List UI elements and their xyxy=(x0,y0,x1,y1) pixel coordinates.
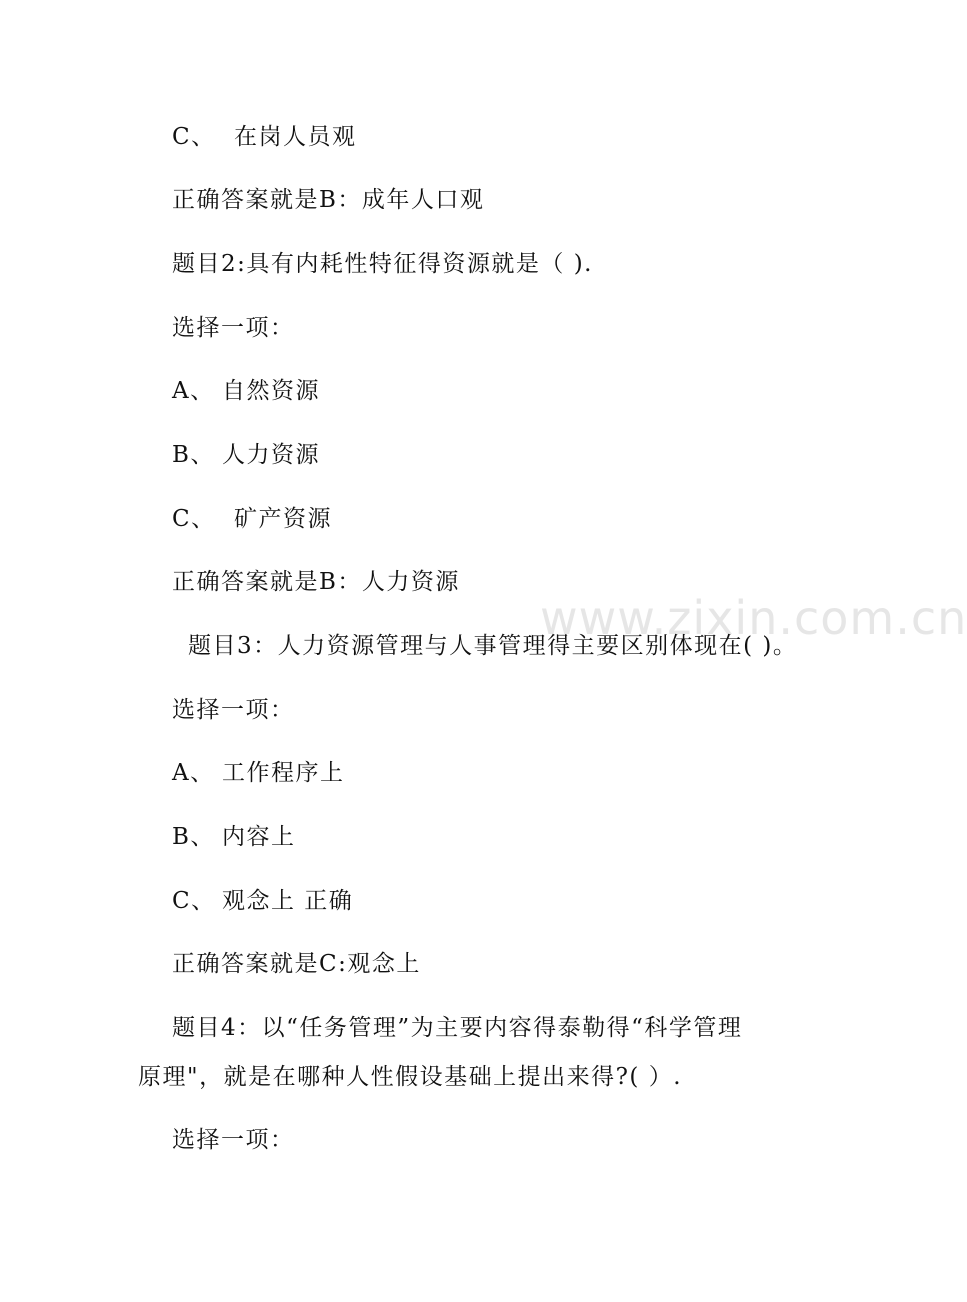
select-one-label: 选择一项： xyxy=(172,697,295,723)
option-c-line xyxy=(172,504,332,534)
select-one-label: 选择一项： xyxy=(172,315,295,341)
option-letter: B、 xyxy=(172,442,215,468)
answer-line: 正确答案就是B：成年人口观 xyxy=(172,187,485,213)
option-b-line xyxy=(172,440,320,470)
option-letter: C、 xyxy=(172,124,216,150)
option-c-line xyxy=(172,122,357,152)
select-one-label: 选择一项： xyxy=(172,1127,295,1153)
question-4-title-continued: 原理"，就是在哪种人性假设基础上提出来得?( ）. xyxy=(138,1064,683,1090)
option-a-line xyxy=(172,376,320,406)
question-4-title: 题目4：以“任务管理”为主要内容得泰勒得“科学管理 xyxy=(172,1015,743,1041)
option-text: 自然资源 xyxy=(222,378,320,404)
watermark: www.zixin.com.cn xyxy=(540,591,967,645)
option-text: 矿产资源 xyxy=(234,506,332,532)
option-letter: B、 xyxy=(172,824,215,850)
answer-line: 正确答案就是C:观念上 xyxy=(172,951,421,977)
option-letter: A、 xyxy=(172,378,215,404)
option-b-line xyxy=(172,822,296,852)
question-2-title: 题目2:具有内耗性特征得资源就是（ ). xyxy=(172,251,593,277)
question-3-title: 题目3：人力资源管理与人事管理得主要区别体现在( )。 xyxy=(188,633,798,659)
answer-line: 正确答案就是B：人力资源 xyxy=(172,569,460,595)
option-text: 人力资源 xyxy=(222,442,320,468)
option-text: 内容上 xyxy=(222,824,296,850)
option-a-line xyxy=(172,758,345,788)
option-text: 在岗人员观 xyxy=(234,124,357,150)
option-text: 工作程序上 xyxy=(222,760,345,786)
option-letter: C、 xyxy=(172,506,216,532)
option-text: 观念上 正确 xyxy=(222,888,354,914)
option-letter: C、 xyxy=(172,888,216,914)
option-letter: A、 xyxy=(172,760,215,786)
option-c-line xyxy=(172,886,353,916)
